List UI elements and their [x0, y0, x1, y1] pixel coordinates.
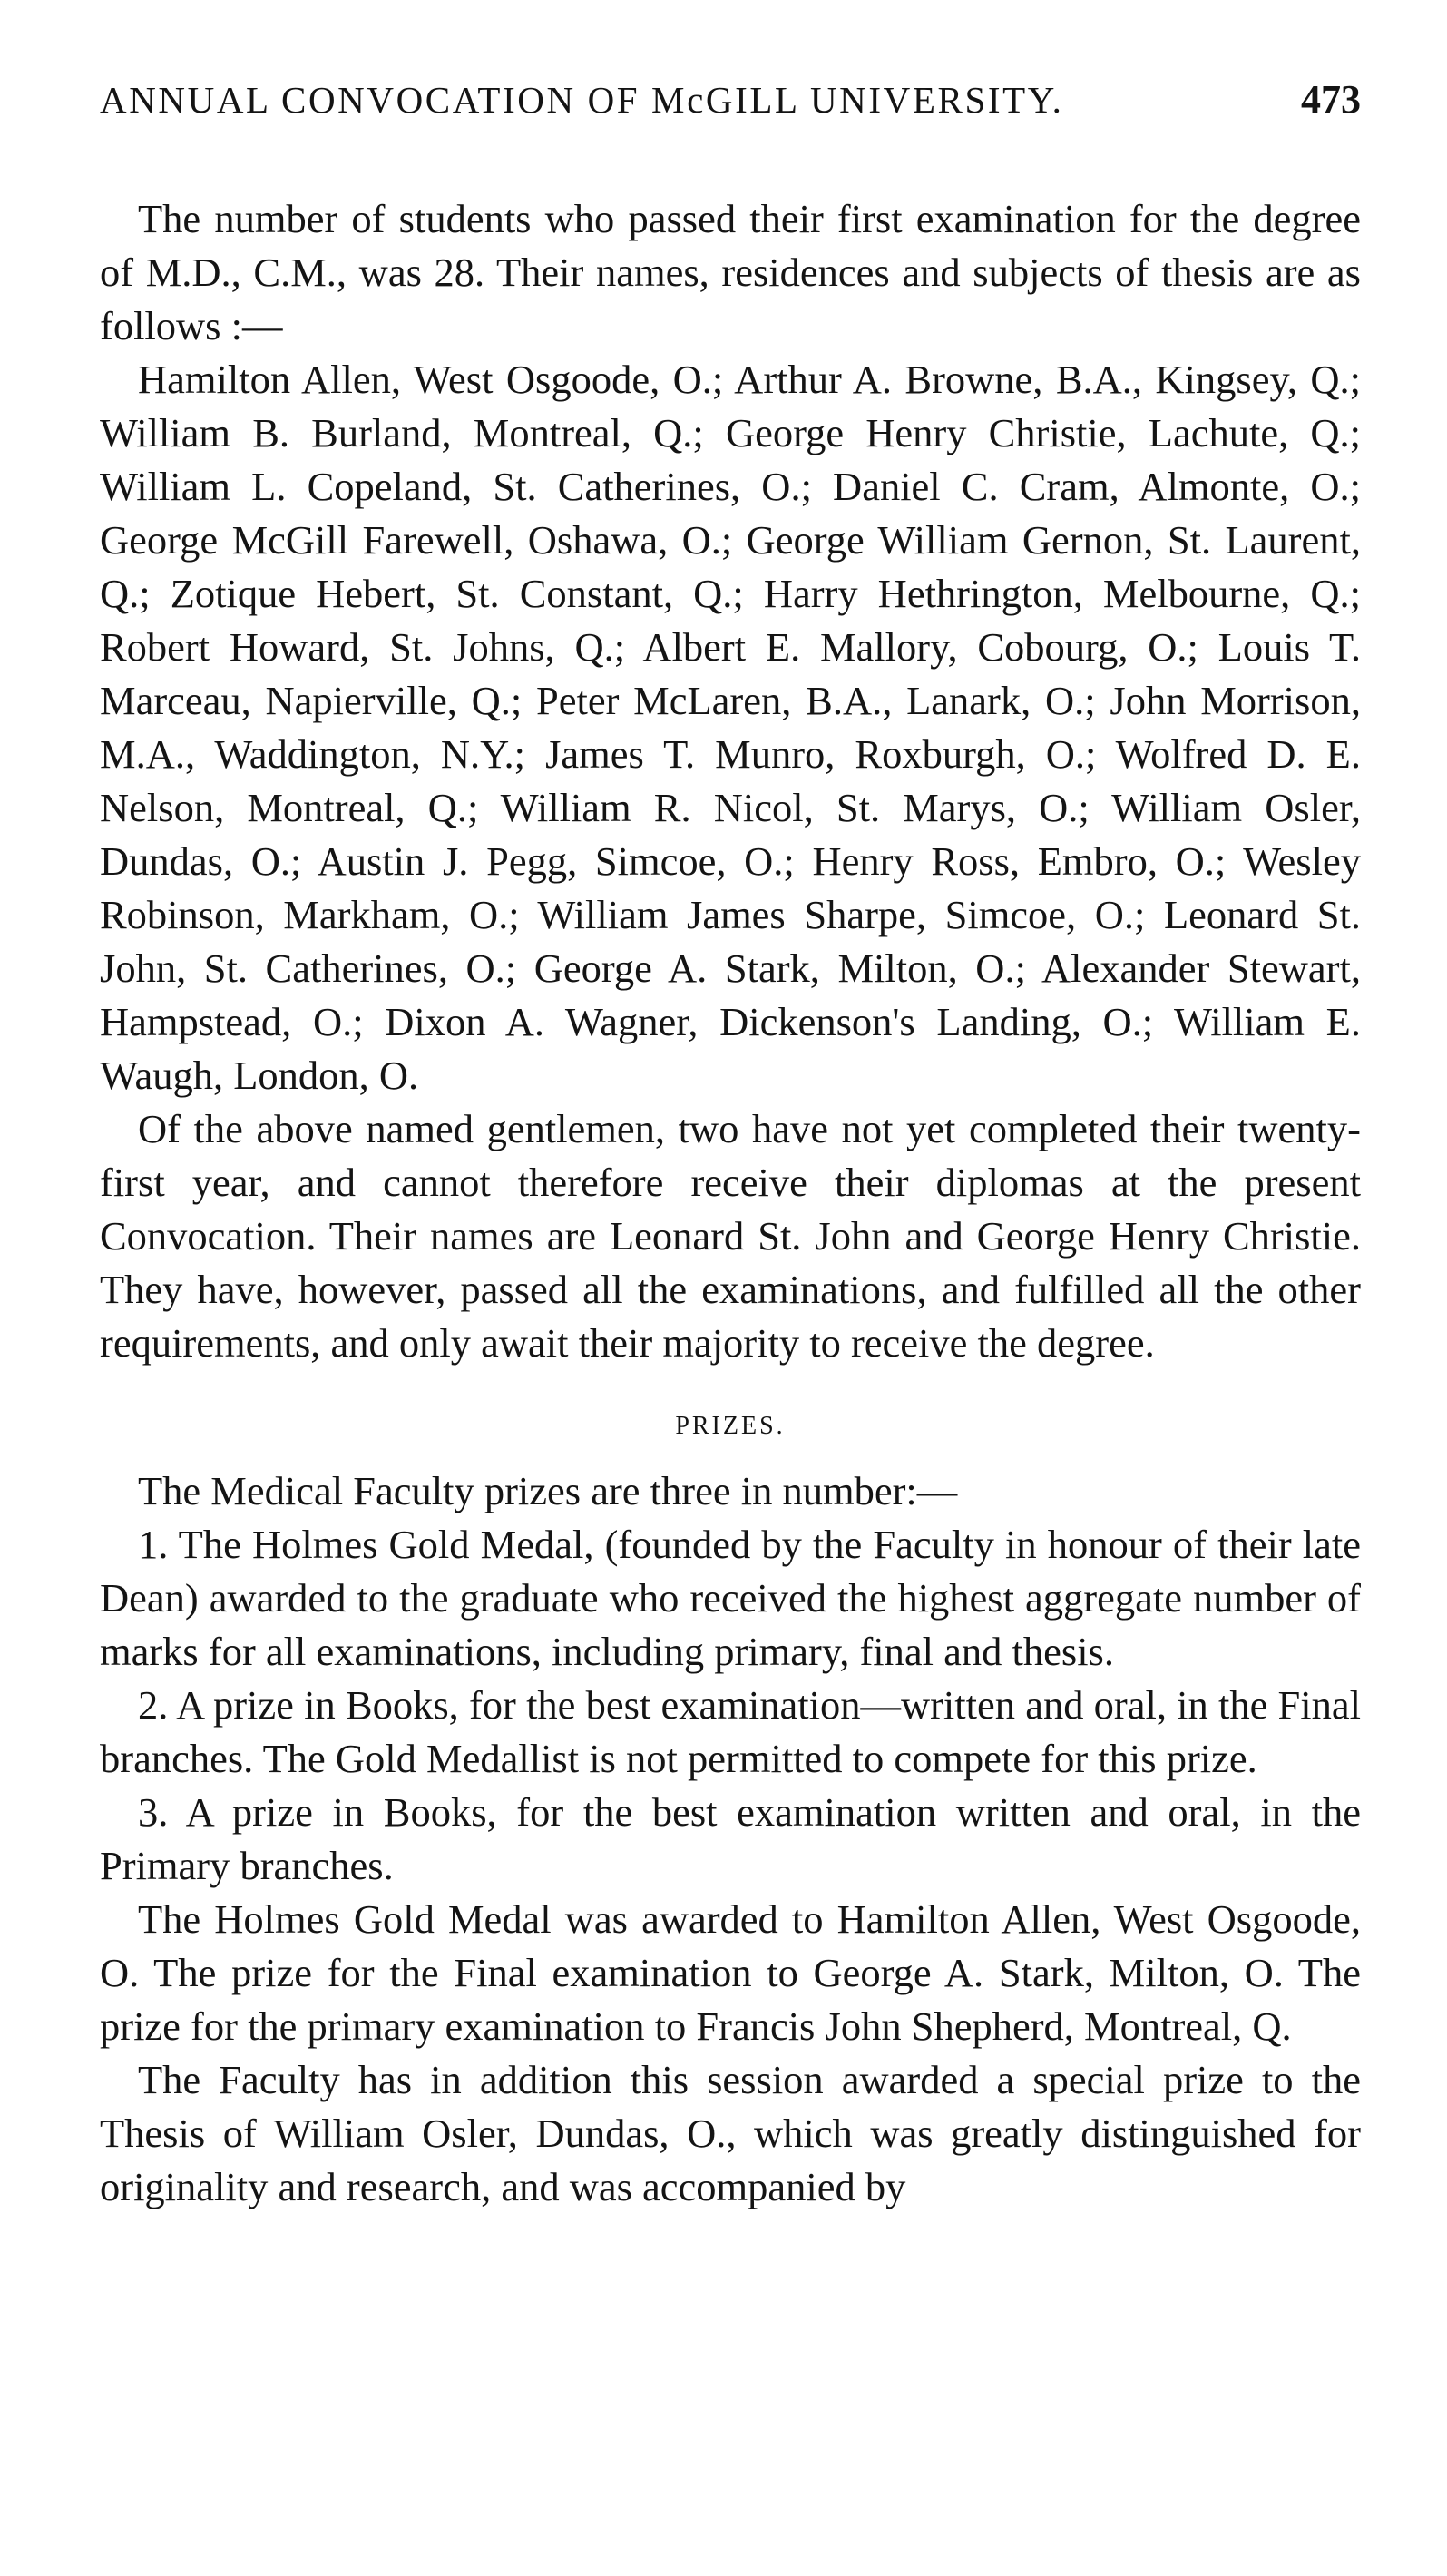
- prize-item-2: 2. A prize in Books, for the best examination—written and oral, in the Final branches. The Gold Medallist is not permitted to compete for this prize.: [100, 1682, 1361, 1781]
- prize-item-3: 3. A prize in Books, for the best examination written and oral, in the Primary branches.: [100, 1789, 1361, 1888]
- page-header: [100, 76, 1361, 140]
- page-body: [100, 192, 1361, 2214]
- underage-graduates-paragraph: Of the above named gentlemen, two have not yet completed their twenty-first year, and cannot therefore receive their diplomas at the present Convocation. Their names are Leonard St. John and George Henry Christie. They have, however, passed all the examinations, and fulfilled all the other requirements, and only await their majority to receive the degree.: [100, 1106, 1361, 1366]
- section-heading-prizes: PRIZES.: [675, 1412, 786, 1440]
- prize-item-1: 1. The Holmes Gold Medal, (founded by the Faculty in honour of their late Dean) awarded to the graduate who received the highest aggregate number of marks for all examinations, including primary, final and thesis.: [100, 1522, 1361, 1674]
- page-number: 473: [1301, 77, 1361, 122]
- intro-paragraph: The number of students who passed their first examination for the degree of M.D., C.M., was 28. Their names, residences and subjects of thesis are as follows :—: [100, 196, 1361, 348]
- special-prize-paragraph: The Faculty has in addition this session awarded a special prize to the Thesis of William Osler, Dundas, O., which was greatly distinguished for originality and research, and was accompanied by: [100, 2057, 1361, 2209]
- prizes-intro-paragraph: The Medical Faculty prizes are three in number:—: [138, 1468, 958, 1513]
- running-title: ANNUAL CONVOCATION OF McGILL UNIVERSITY.: [100, 79, 1064, 121]
- graduates-list-paragraph: Hamilton Allen, West Osgoode, O.; Arthur A. Browne, B.A., Kingsey, Q.; William B. Burland, Montreal, Q.; George Henry Christie, Lachute, Q.; William L. Copeland, St. Catherines, O.; Daniel C. Cram, Almonte, O.; George McGill Farewell, Oshawa, O.; George William Gernon, St. Laurent, Q.; Zotique Hebert, St. Constant, Q.; Harry Hethrington, Melbourne, Q.; Robert Howard, St. Johns, Q.; Albert E. Mallory, Cobourg, O.; Louis T. Marceau, Napierville, Q.; Peter McLaren, B.A., Lanark, O.; John Morrison, M.A., Waddington, N.Y.; James T. Munro, Roxburgh, O.; Wolfred D. E. Nelson, Montreal, Q.; William R. Nicol, St. Marys, O.; William Osler, Dundas, O.; Austin J. Pegg, Simcoe, O.; Henry Ross, Embro, O.; Wesley Robinson, Markham, O.; William James Sharpe, Simcoe, O.; Leonard St. John, St. Catherines, O.; George A. Stark, Milton, O.; Alexander Stewart, Hampstead, O.; Dixon A. Wagner, Dickenson's Landing, O.; William E. Waugh, London, O.: [100, 357, 1361, 1098]
- prize-awards-paragraph: The Holmes Gold Medal was awarded to Hamilton Allen, West Osgoode, O. The prize for the Final examination to George A. Stark, Milton, O. The prize for the primary examination to Francis John Shepherd, Montreal, Q.: [100, 1896, 1361, 2049]
